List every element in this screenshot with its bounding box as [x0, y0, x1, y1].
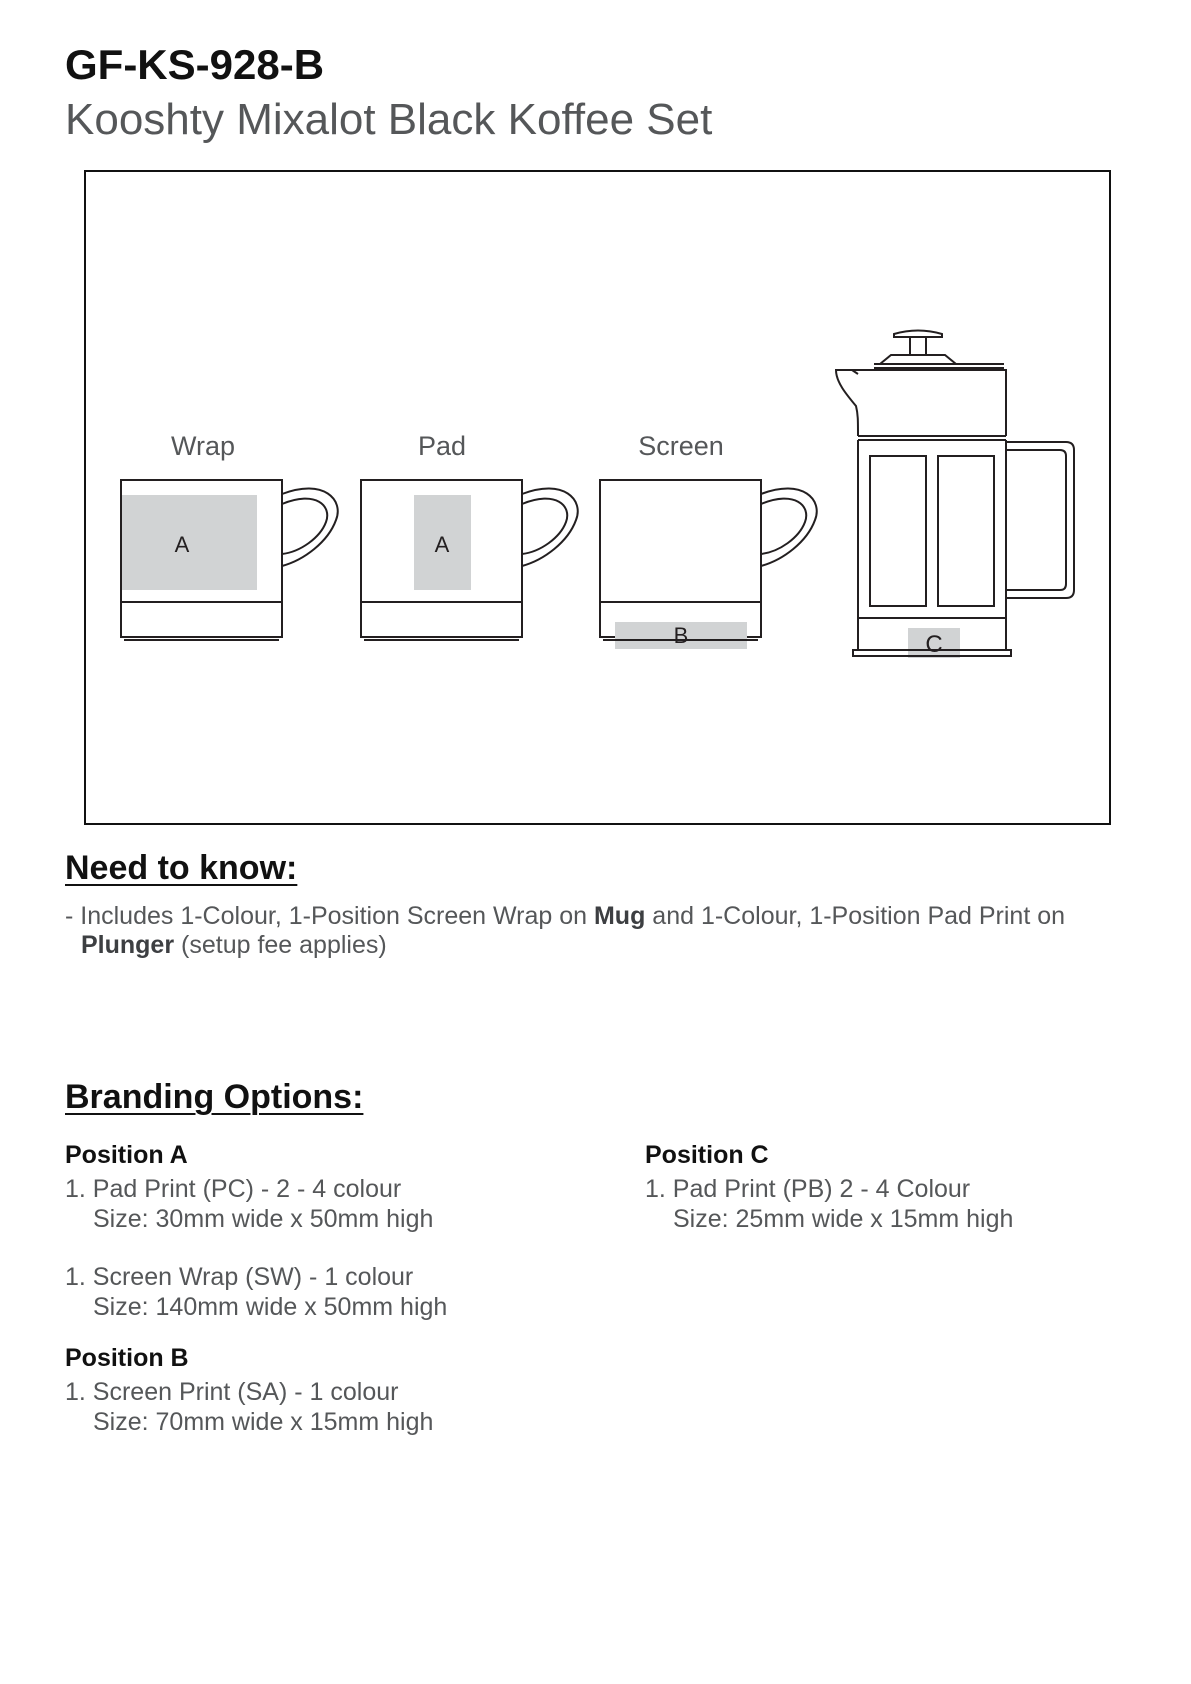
need-to-know-line-2	[65, 931, 1125, 960]
position-a-option-2: 1. Screen Wrap (SW) - 1 colour	[65, 1263, 414, 1291]
position-b-option-1-size: Size: 70mm wide x 15mm high	[93, 1408, 434, 1436]
need-line2-suffix: (setup fee applies)	[174, 931, 387, 959]
screen-position-mark: B	[673, 623, 689, 648]
branding-column-left	[65, 1143, 447, 1437]
branding-diagram	[84, 170, 1111, 825]
need-to-know-line-1	[65, 902, 1125, 931]
product-name: Kooshty Mixalot Black Koffee Set	[65, 95, 713, 144]
branding-options-heading: Branding Options:	[65, 1078, 364, 1116]
pad-label: Pad	[417, 431, 467, 461]
position-a-option-2-size: Size: 140mm wide x 50mm high	[93, 1293, 448, 1321]
position-c-option-1: 1. Pad Print (PB) 2 - 4 Colour	[645, 1175, 971, 1203]
plunger-position-mark: C	[925, 631, 943, 658]
need-line2-bold: Plunger	[81, 931, 175, 959]
wrap-print-area	[122, 495, 257, 590]
wrap-position-mark: A	[174, 532, 190, 557]
position-a-option-1: 1. Pad Print (PC) - 2 - 4 colour	[65, 1175, 402, 1203]
position-a-option-1-size: Size: 30mm wide x 50mm high	[93, 1205, 434, 1233]
mug-pad	[361, 480, 578, 640]
position-c-title: Position C	[645, 1141, 769, 1169]
mug-wrap	[121, 480, 338, 640]
branding-column-right	[645, 1143, 1013, 1234]
position-a-title: Position A	[65, 1141, 188, 1169]
need-line1-suffix: and 1-Colour, 1-Position Pad Print on	[645, 902, 1066, 930]
wrap-label: Wrap	[170, 431, 236, 461]
need-to-know-text	[65, 902, 1125, 960]
position-c-option-1-size: Size: 25mm wide x 15mm high	[673, 1205, 1014, 1233]
screen-label: Screen	[638, 431, 724, 461]
need-to-know-heading: Need to know:	[65, 849, 298, 887]
need-line1-prefix: - Includes 1-Colour, 1-Position Screen Wrap on	[65, 902, 594, 930]
plunger	[836, 331, 1074, 659]
mug-screen	[600, 480, 817, 649]
position-b-title: Position B	[65, 1344, 189, 1372]
pad-position-mark: A	[434, 532, 450, 557]
product-code: GF-KS-928-B	[65, 41, 325, 88]
need-line1-bold: Mug	[593, 902, 646, 930]
position-b-option-1: 1. Screen Print (SA) - 1 colour	[65, 1378, 399, 1406]
